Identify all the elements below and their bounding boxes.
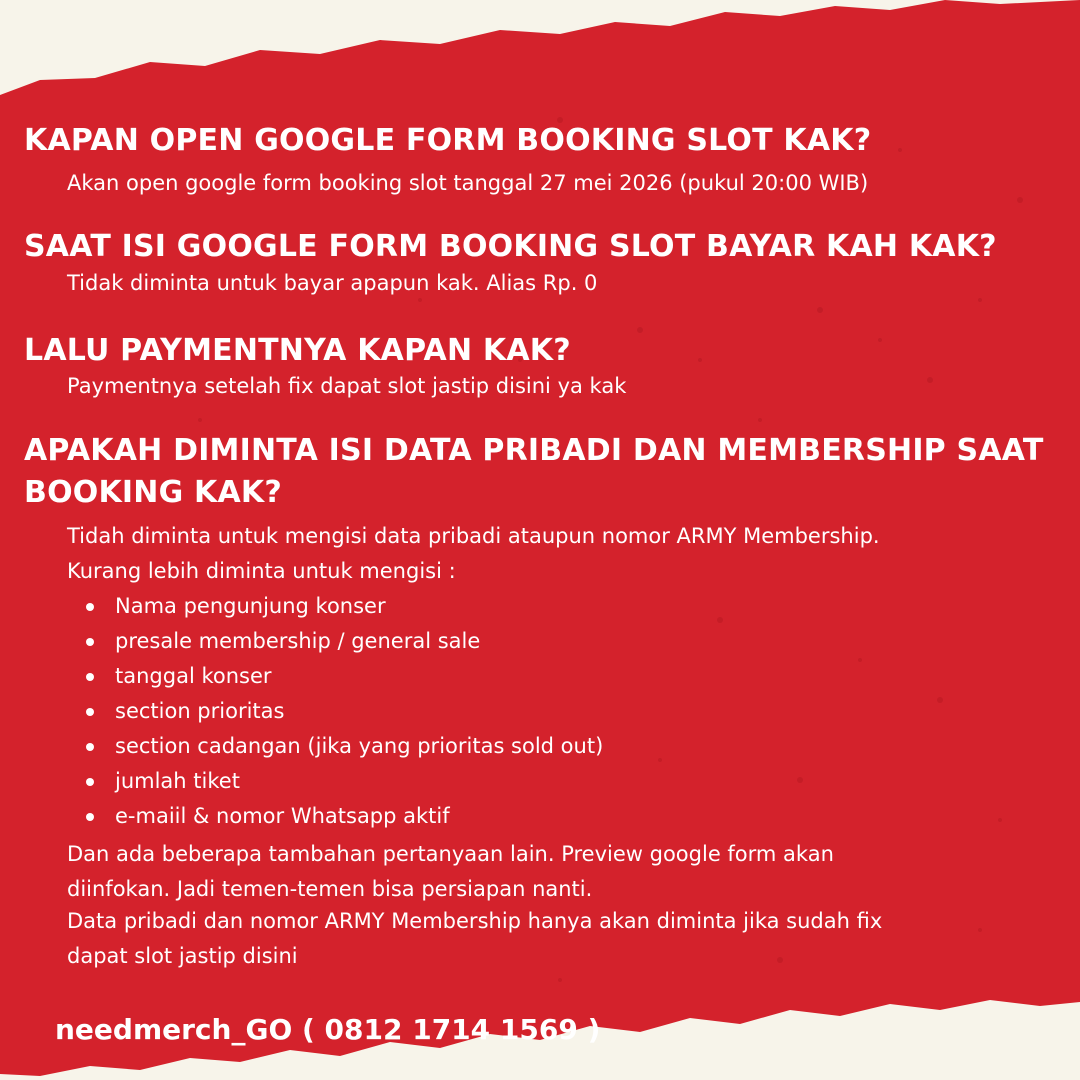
list-item: e-maiil & nomor Whatsapp aktif — [67, 799, 603, 834]
list-item: presale membership / general sale — [67, 624, 603, 659]
answer-3: Paymentnya setelah fix dapat slot jastip disini ya kak — [67, 374, 627, 398]
question-2: SAAT ISI GOOGLE FORM BOOKING SLOT BAYAR KAH KAK? — [24, 229, 997, 264]
answer-2: Tidak diminta untuk bayar apapun kak. Alias Rp. 0 — [67, 271, 598, 295]
required-fields-list — [67, 589, 603, 834]
contact-footer: needmerch_GO ( 0812 1714 1569 ) — [55, 1013, 601, 1046]
question-3: LALU PAYMENTNYA KAPAN KAK? — [24, 333, 571, 368]
list-item: section prioritas — [67, 694, 603, 729]
list-item: tanggal konser — [67, 659, 603, 694]
list-item: jumlah tiket — [67, 764, 603, 799]
answer-4-line-2: Kurang lebih diminta untuk mengisi : — [67, 559, 456, 583]
answer-4-line-1: Tidah diminta untuk mengisi data pribadi ataupun nomor ARMY Membership. — [67, 524, 880, 548]
closing-line-2: diinfokan. Jadi temen-temen bisa persiapan nanti. — [67, 877, 593, 901]
answer-1: Akan open google form booking slot tanggal 27 mei 2026 (pukul 20:00 WIB) — [67, 171, 869, 195]
closing-line-4: dapat slot jastip disini — [67, 944, 298, 968]
list-item: Nama pengunjung konser — [67, 589, 603, 624]
list-item: section cadangan (jika yang prioritas sold out) — [67, 729, 603, 764]
question-4: APAKAH DIMINTA ISI DATA PRIBADI DAN MEMBERSHIP SAAT BOOKING KAK? — [24, 433, 1044, 510]
question-1: KAPAN OPEN GOOGLE FORM BOOKING SLOT KAK? — [24, 123, 872, 158]
closing-line-3: Data pribadi dan nomor ARMY Membership hanya akan diminta jika sudah fix — [67, 909, 883, 933]
closing-line-1: Dan ada beberapa tambahan pertanyaan lain. Preview google form akan — [67, 842, 834, 866]
